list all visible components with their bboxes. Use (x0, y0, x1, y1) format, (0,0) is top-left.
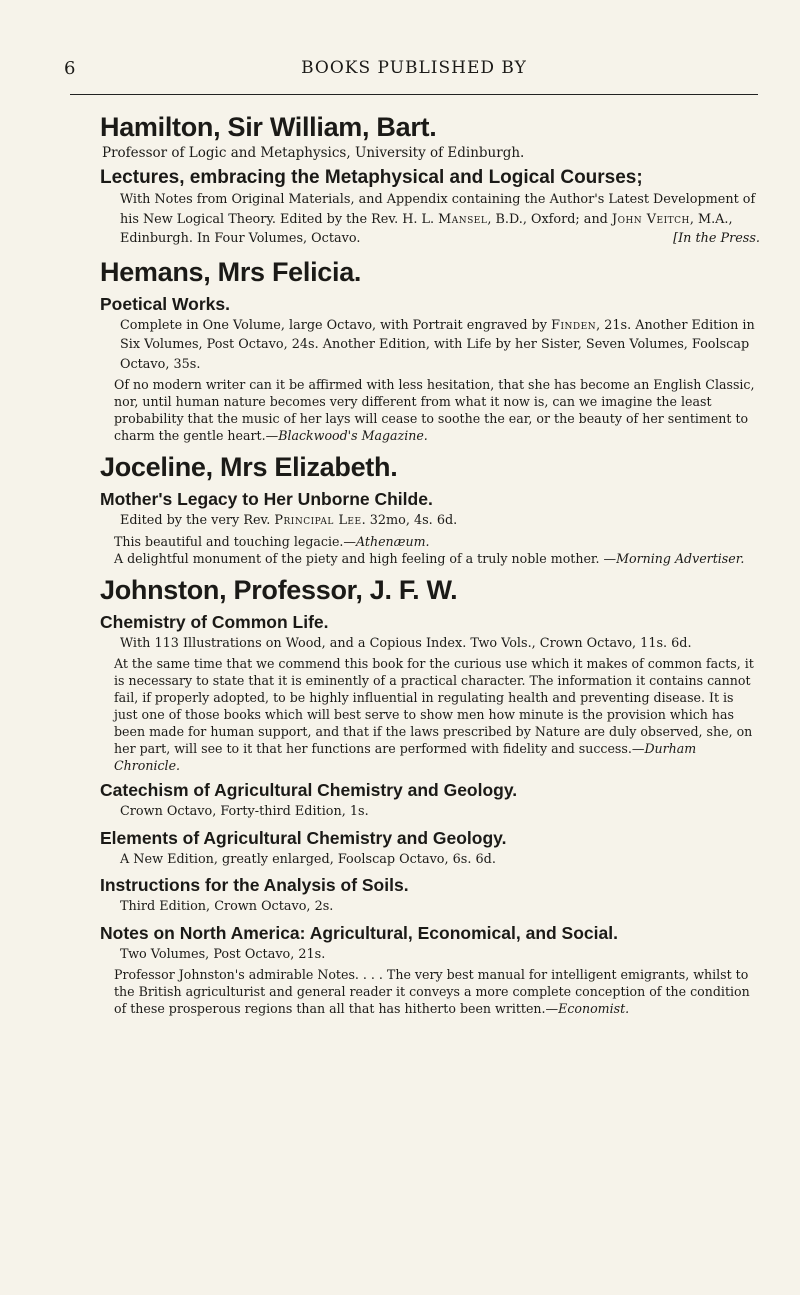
review-quote (100, 533, 760, 567)
running-title: BOOKS PUBLISHED BY (301, 58, 527, 78)
review-quote (100, 376, 760, 444)
author-heading: Johnston, Professor, J. F. W. (100, 574, 458, 605)
work-title: Notes on North America: Agricultural, Economical, and Social. (100, 922, 618, 943)
work-details: With 113 Illustrations on Wood, and a Copious Index. Two Vols., Crown Octavo, 11s. 6d. (120, 635, 692, 651)
entry-hemans (100, 257, 760, 445)
entry-johnston (100, 575, 760, 1018)
work-details (100, 190, 760, 249)
review-quote (100, 966, 760, 1017)
work-title: Elements of Agricultural Chemistry and Geology. (100, 827, 507, 848)
author-description: Professor of Logic and Metaphysics, University of Edinburgh. (102, 145, 525, 161)
entry-hamilton (100, 112, 760, 249)
work-details: A New Edition, greatly enlarged, Foolscap Octavo, 6s. 6d. (120, 851, 496, 867)
author-heading: Joceline, Mrs Elizabeth. (100, 452, 398, 482)
work-title: Catechism of Agricultural Chemistry and Geology. (100, 780, 518, 800)
work-details (100, 511, 760, 531)
work-title: Lectures, embracing the Metaphysical and Logical Courses; (100, 167, 643, 188)
work-details (100, 316, 760, 375)
review-source: Athenæum. (356, 533, 430, 549)
review-text: This beautiful and touching legacie.— (114, 533, 357, 549)
catalogue-content (100, 112, 760, 1025)
review-text: Of no modern writer can it be affirmed with less hesitation, that she has become an English Classic, nor, until human nature becomes very different from what it now is, can we imagine the least probability that the music of her lays will cease to soothe the ear, or the beauty of her sentiment to charm the gentle heart.— (114, 377, 755, 443)
review-source: Morning Advertiser. (616, 550, 745, 566)
editor-name: Principal Lee (274, 513, 362, 528)
work-title: Chemistry of Common Life. (100, 611, 329, 632)
entry-joceline (100, 452, 760, 567)
details-text: , 21s. Another Edition in Six Volumes, Post Octavo, 24s. Another Edition, with Life by her Sister, Seven Volumes, Foolscap Octavo, 35s. (120, 317, 755, 372)
work-details: Third Edition, Crown Octavo, 2s. (120, 899, 334, 914)
work-title: Mother's Legacy to Her Unborne Childe. (100, 489, 433, 509)
press-note: [In the Press. (673, 231, 760, 246)
details-text: Complete in One Volume, large Octavo, with Portrait engraved by (120, 317, 548, 333)
details-text: Edited by the very Rev. (120, 513, 271, 528)
details-text: With Notes from Original Materials, and Appendix containing the Author's Latest Development of his New Logical Theory. Edited by the Rev. H. L. (120, 192, 756, 227)
review-text: Professor Johnston's admirable Notes. . . . The very best manual for intelligent emigrants, whilst to the British agriculturist and general reader it conveys a more complete conception of the condition of these prosperous regions than all that has hitherto been written.— (114, 967, 750, 1016)
page-number: 6 (64, 58, 76, 79)
work-title: Poetical Works. (100, 293, 231, 314)
review-source: Economist. (558, 1001, 630, 1016)
details-text: , B.D., Oxford; and (487, 211, 608, 227)
editor-name: John Veitch (611, 211, 690, 227)
author-heading: Hemans, Mrs Felicia. (100, 256, 362, 287)
details-text: , M.A., Edinburgh. In Four Volumes, Octavo. (120, 211, 733, 246)
review-source: Durham Chronicle. (114, 741, 697, 773)
work-details: Two Volumes, Post Octavo, 21s. (120, 946, 326, 962)
editor-name: Mansel (438, 211, 488, 227)
header-rule (70, 94, 758, 95)
review-text: At the same time that we commend this book for the curious use which it makes of common facts, it is necessary to state that it is eminently of a practical character. The information it contains cannot fail, if properly adopted, to be highly influential in regulating health and preventing disease. It is just one of those books which will best serve to show men how minute is the provision which has been made for human support, and that if the laws prescribed by Nature are duly observed, she, on her part, will see to it that her functions are performed with fidelity and success.— (114, 656, 754, 756)
details-text: . 32mo, 4s. 6d. (361, 513, 458, 528)
work-title: Instructions for the Analysis of Soils. (100, 875, 409, 895)
running-head (64, 58, 764, 90)
work-details: Crown Octavo, Forty-third Edition, 1s. (120, 804, 369, 819)
author-heading: Hamilton, Sir William, Bart. (100, 112, 437, 142)
review-source: Blackwood's Magazine. (278, 428, 428, 443)
engraver-name: Finden (551, 317, 597, 333)
review-quote (100, 655, 760, 774)
review-text: A delightful monument of the piety and high feeling of a truly noble mother. — (114, 550, 617, 566)
